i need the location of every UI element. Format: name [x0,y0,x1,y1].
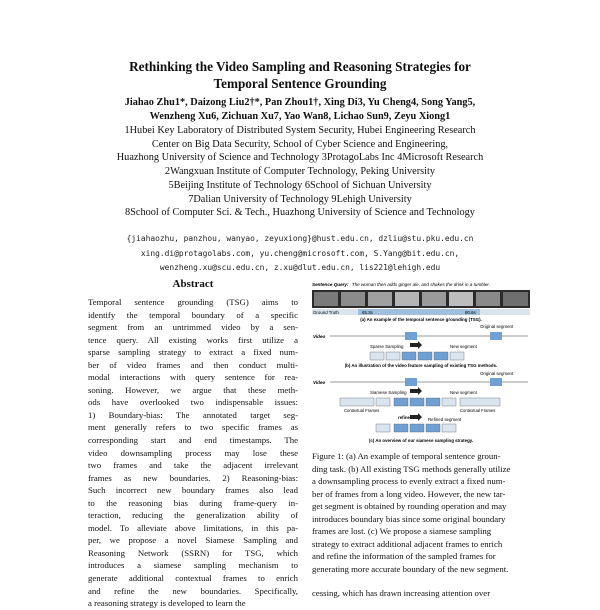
video-frame [341,292,365,306]
abstract-line: Reasoning Network (SSRN) for TSG, which [88,547,298,558]
new-segment-label-c: New segment [450,390,477,395]
abstract-line: ber of video frames and then conduct multi- [88,359,298,370]
video-frame [368,292,392,306]
subcaption-b: (b) An illustration of the video feature sampling of existing TSG methods. [344,363,498,368]
abstract-line: a reasoning strategy is developed to learn the [88,598,246,609]
video-frame [476,292,500,306]
original-segment-end-frame-c [490,378,502,386]
title-line-1: Rethinking the Video Sampling and Reasoning Strategies for [129,59,471,74]
video-frame-strip [312,290,530,308]
new-segment-label-b: New segment [450,344,477,349]
video-label-c: Video [313,380,326,385]
abstract-line: generate additional contextual frames to enrich [88,573,298,584]
abstract-line: ment generally refers to two specific frames as [88,422,298,433]
refine-label: refine [398,415,410,420]
caption-line: Figure 1: (a) An example of temporal sentence groun- [312,451,501,461]
abstract-line: introduces a siamese sampling mechanism to [88,560,298,571]
down-arrow-icon [410,387,422,395]
abstract-line: teraction, reducing the generalization ability of [88,510,298,521]
contextual-frames-label-left: Contextual Frames [344,408,380,413]
refined-frame [376,424,390,432]
video-frame [395,292,419,306]
caption-line: a downsampling process to evenly extract a fixed num- [312,476,506,486]
figure-1 [310,280,532,446]
affiliation-line: 7Dalian University of Technology 9Lehigh University [188,193,412,205]
affiliations [40,124,560,220]
sampled-frame [460,398,500,406]
abstract-line: model. To alleviate above limitations, in this pa- [88,522,298,533]
video-frame [422,292,446,306]
abstract-line: Temporal sentence grounding (TSG) aims to [88,297,298,307]
abstract-line: sparse sampling strategy to extract a fixed num- [88,347,298,358]
abstract-line: corresponding start and end timestamps. The [88,435,298,446]
affiliation-line: Huazhong University of Science and Technology 3ProtagoLabs Inc 4Microsoft Research [116,152,484,164]
figure-1-caption [312,450,530,575]
paper-title [60,58,540,92]
caption-line: get segment is obtained by rounding operation and may [312,501,507,511]
original-segment-start-frame-c [405,378,417,386]
sampled-frame [394,398,408,406]
gt-start-time: 65.3s [362,310,373,315]
affiliation-line: 8School of Computer Sci. & Tech., Huazhong University of Science and Technology [125,207,475,219]
refined-segment-label: Refined segment [428,417,462,422]
author-emails [40,232,560,276]
siamese-sampling-label: Siamese Sampling [370,390,407,395]
author-list [40,96,560,123]
email-line: xing.di@protagolabs.com, yu.cheng@microsoft.com, S.Yang@bit.edu.cn, [140,248,460,258]
contextual-frames-label-right: Contextual Frames [460,408,496,413]
query-text: The woman then adds ginger ale, and shakes the drink in a tumbler. [351,282,491,287]
down-arrow-icon [410,413,422,421]
sampled-frame [434,352,448,360]
abstract-line: 1) Boundary-bias: The annotated target seg- [88,409,298,420]
caption-line: frames are lost. (c) We propose a siamese sampling [312,526,492,536]
video-frame [449,292,473,306]
video-frame [314,292,338,306]
sampled-frames-c [340,398,500,406]
title-line-2: Temporal Sentence Grounding [213,76,387,91]
video-frame [503,292,528,306]
abstract-line: tence query. All existing works first utilize a [88,334,298,345]
caption-line: introduces boundary bias since some original boundary [312,513,506,524]
caption-line: ber of frames from a long video. However, the new tar- [312,488,506,499]
gt-end-time: 80.6s [465,310,476,315]
affiliation-line: Center on Big Data Security, School of Cyber Science and Engineering, [151,138,449,150]
sampled-frame [410,398,424,406]
abstract-body [88,296,298,610]
down-arrow-icon [410,341,422,349]
refined-frames [376,424,456,432]
caption-line: generating more accurate boundary of the new segment. [312,563,509,574]
query-label: Sentence Query: [312,282,349,287]
email-line: {jiahaozhu, panzhou, wanyao, zeyuxiong}@hust.edu.cn, dzliu@stu.pku.edu.cn [126,234,474,243]
authors-line-2: Wenzheng Xu6, Zichuan Xu7, Yao Wan8, Lichao Sun9, Zeyu Xiong1 [149,110,451,122]
original-segment-end-frame [490,332,502,340]
abstract-heading: Abstract [172,278,214,290]
refined-frame [442,424,456,432]
sampled-frame [386,352,400,360]
abstract-line: and refine the new boundaries. Specifically, [88,585,298,596]
abstract-line: modal interactions with query sentence for rea- [88,372,298,383]
original-segment-label-c: Original segment [480,371,514,376]
sampled-frame [340,398,374,406]
email-line: wenzheng.xu@scu.edu.cn, z.xu@dlut.edu.cn, lis221@lehigh.edu [159,263,441,272]
sampled-frame [402,352,416,360]
sparse-sampling-label: Sparse Sampling [370,344,404,349]
sampled-frames-b [370,352,464,360]
original-segment-label: Original segment [480,324,514,329]
sampled-frame [418,352,432,360]
ground-truth-span [358,309,480,315]
abstract-line: video downsampling process may lose these [88,447,298,458]
sampled-frame [376,398,390,406]
abstract-line: frames as new boundaries. 2) Reasoning-bias: [88,472,298,483]
caption-line: ding task. (b) All existing TSG methods generally utilize [312,463,511,474]
subcaption-a: (a) An example of the temporal sentence grounding (TSG). [360,317,482,322]
abstract-line: Such incorrect new boundary frames also lead [88,485,298,496]
abstract-line: to the reasoning bias during frame-query in- [88,497,298,508]
subcaption-c: (c) An overview of our siamese sampling strategy. [368,438,474,443]
caption-line: and refine the information of the sampled frames for [312,551,496,561]
abstract-line: two frames and take the adjacent irrelevant [88,460,298,471]
body-text-continuation: cessing, which has drawn increasing attention over [312,588,491,598]
caption-line: strategy to extract additional adjacent frames to enrich [312,538,503,549]
sampled-frame [370,352,384,360]
refined-frame [394,424,408,432]
abstract-line: segment from an untrimmed video by a sen- [88,322,298,333]
abstract-line: ods have overlooked two indispensable issues: [88,397,298,408]
abstract-line: identify the temporal boundary of a specific [88,309,298,320]
original-segment-start-frame [405,332,417,340]
sampled-frame [450,352,464,360]
refined-frame [426,424,440,432]
refined-frame [410,424,424,432]
affiliation-line: 2Wangxuan Institute of Computer Technology, Peking University [164,166,436,178]
sampled-frame [426,398,440,406]
sampled-frame [442,398,456,406]
abstract-line: per, we propose a novel Siamese Sampling and [88,535,298,546]
figure-query [312,282,490,287]
affiliation-line: 5Beijing Institute of Technology 6School of Sichuan University [168,179,432,191]
video-label-b: Video [313,334,326,339]
authors-line-1: Jiahao Zhu1*, Daizong Liu2†*, Pan Zhou1†, Xing Di3, Yu Cheng4, Song Yang5, [124,97,476,108]
abstract-line: soning. However, we argue that these meth- [88,384,298,395]
affiliation-line: 1Hubei Key Laboratory of Distributed System Security, Hubei Engineering Research [124,125,476,136]
ground-truth-label: Ground Truth [313,310,339,315]
